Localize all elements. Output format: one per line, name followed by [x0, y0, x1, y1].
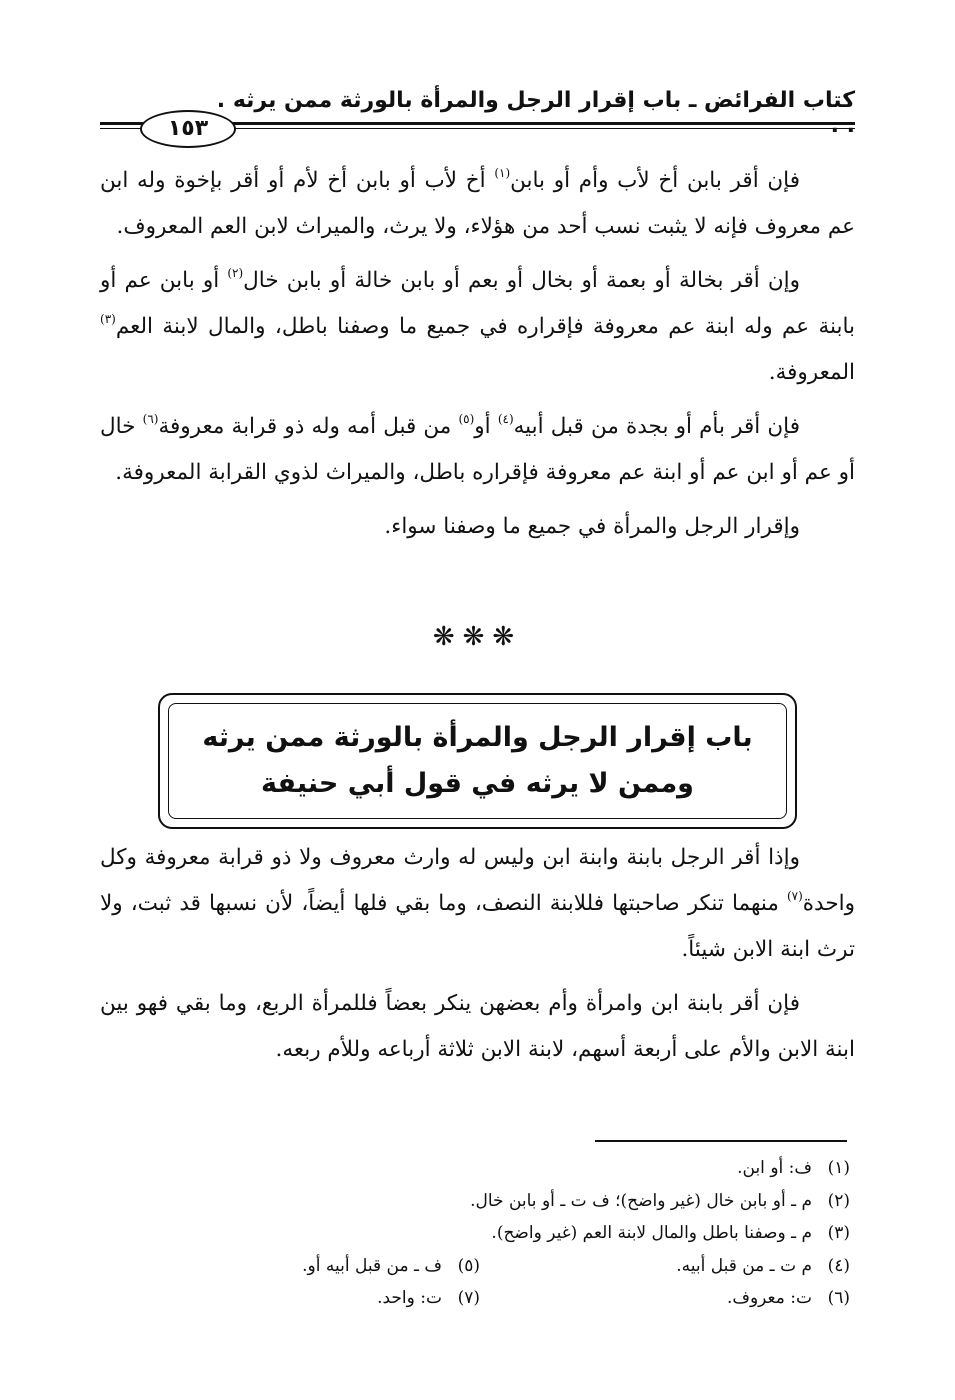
footnote-text: م ت ـ من قبل أبيه.	[676, 1255, 812, 1276]
paragraph	[100, 258, 855, 396]
text-run: المعروفة.	[768, 360, 855, 385]
text-run: أخ لأب أو بابن أخ لأم أو أقر بإخوة وله ابن عم معروف فإنه لا يثبت نسب أحد من هؤلاء، ولا يرث، والميراث لابن العم المعروف.	[100, 168, 855, 239]
footnote-ref: (٥)	[458, 412, 475, 426]
footnote	[480, 1282, 850, 1315]
page-number-badge: ١٥٣	[140, 110, 236, 148]
footnote-number: (٥)	[457, 1255, 480, 1276]
footnote	[470, 1185, 850, 1218]
footnote	[302, 1250, 480, 1283]
footnote-ref: (٣)	[100, 312, 116, 326]
footnote-number: (٤)	[827, 1255, 850, 1276]
paragraph	[100, 835, 855, 973]
footnote-text: م ـ أو بابن خال (غير واضح)؛ ف ت ـ أو بابن خال.	[470, 1190, 812, 1211]
footnote-text: ت: معروف.	[726, 1288, 812, 1308]
body-text-bottom	[100, 835, 855, 1081]
footnote-number: (١)	[827, 1158, 850, 1178]
footnote-number: (٧)	[457, 1288, 480, 1308]
footnote-number: (٦)	[827, 1288, 850, 1308]
footnote-number: (٣)	[827, 1223, 850, 1243]
footnote-text: م ـ وصفنا باطل والمال لابنة العم (غير واضح).	[491, 1223, 812, 1243]
text-run: فإن أقر بأم أو بجدة من قبل أبيه	[513, 414, 800, 439]
paragraph	[100, 504, 855, 550]
paragraph	[100, 404, 855, 496]
text-run: فإن أقر بابنة ابن وامرأة وأم بعضهن ينكر بعضاً فللمرأة الربع، وما بقي فهو بين ابنة الابن والأم على أربعة أسهم، لابنة الابن ثلاثة أرباعه وللأم ربعه.	[100, 991, 855, 1062]
text-run: خال أو عم أو ابن عم أو ابنة عم معروفة فإقراره باطل، والميراث لذوي القرابة المعروفة.	[100, 414, 855, 485]
text-run: فإن أقر بابن أخ لأب وأم أو بابن	[510, 168, 801, 193]
text-run: منهما تنكر صاحبتها فللابنة النصف، وما بقي فلها أيضاً، لأن نسبها قد ثبت، ولا ترث ابنة الابن شيئاً.	[100, 891, 855, 962]
footnote-row	[240, 1185, 850, 1218]
footnote-row	[240, 1152, 850, 1185]
footnote-ref: (٧)	[786, 889, 803, 903]
footnote	[480, 1250, 850, 1283]
text-run: أو	[474, 414, 498, 439]
footnote-ref: (٤)	[497, 412, 514, 426]
footnote-text: ت: واحد.	[377, 1288, 442, 1308]
text-run: وإن أقر بخالة أو بعمة أو بخال أو بعم أو بابن خالة أو بابن خال	[243, 268, 800, 293]
footnote	[491, 1217, 850, 1250]
footnote	[377, 1282, 480, 1315]
footnote-divider	[595, 1140, 847, 1142]
footnote-row	[240, 1250, 850, 1283]
chapter-title-line-2: وممن لا يرثه في قول أبي حنيفة	[261, 768, 694, 799]
text-run: من قبل أمه وله ذو قرابة معروفة	[158, 414, 459, 439]
paragraph	[100, 981, 855, 1073]
text-run: وإذا أقر الرجل بابنة وابنة ابن وليس له وارث معروف ولا ذو قرابة معروفة وكل واحدة	[100, 845, 855, 916]
running-header-title: كتاب الفرائض ـ باب إقرار الرجل والمرأة بالورثة ممن يرثه . . .	[216, 88, 855, 138]
paragraph	[100, 158, 855, 250]
footnotes	[240, 1152, 850, 1315]
footnote-row	[240, 1282, 850, 1315]
footnote	[737, 1152, 850, 1185]
text-run: وإقرار الرجل والمرأة في جميع ما وصفنا سواء.	[384, 514, 800, 539]
footnote-ref: (٦)	[142, 412, 159, 426]
footnote-text: ف: أو ابن.	[737, 1158, 812, 1178]
text-run: أو بابن عم أو بابنة عم وله ابنة عم معروفة فإقراره في جميع ما وصفنا باطل، والمال لابنة العم	[100, 268, 855, 339]
chapter-title-frame	[158, 693, 797, 829]
chapter-title-inner	[168, 703, 787, 819]
footnote-text: ف ـ من قبل أبيه أو.	[302, 1255, 442, 1276]
footnote-ref: (١)	[494, 166, 511, 180]
body-text-top	[100, 158, 855, 558]
footnote-row	[240, 1217, 850, 1250]
footnote-ref: (٢)	[227, 266, 244, 280]
section-separator-stars: ❋❋❋	[432, 622, 523, 652]
footnote-number: (٢)	[827, 1190, 850, 1211]
chapter-title-line-1: باب إقرار الرجل والمرأة بالورثة ممن يرثه	[202, 722, 753, 753]
